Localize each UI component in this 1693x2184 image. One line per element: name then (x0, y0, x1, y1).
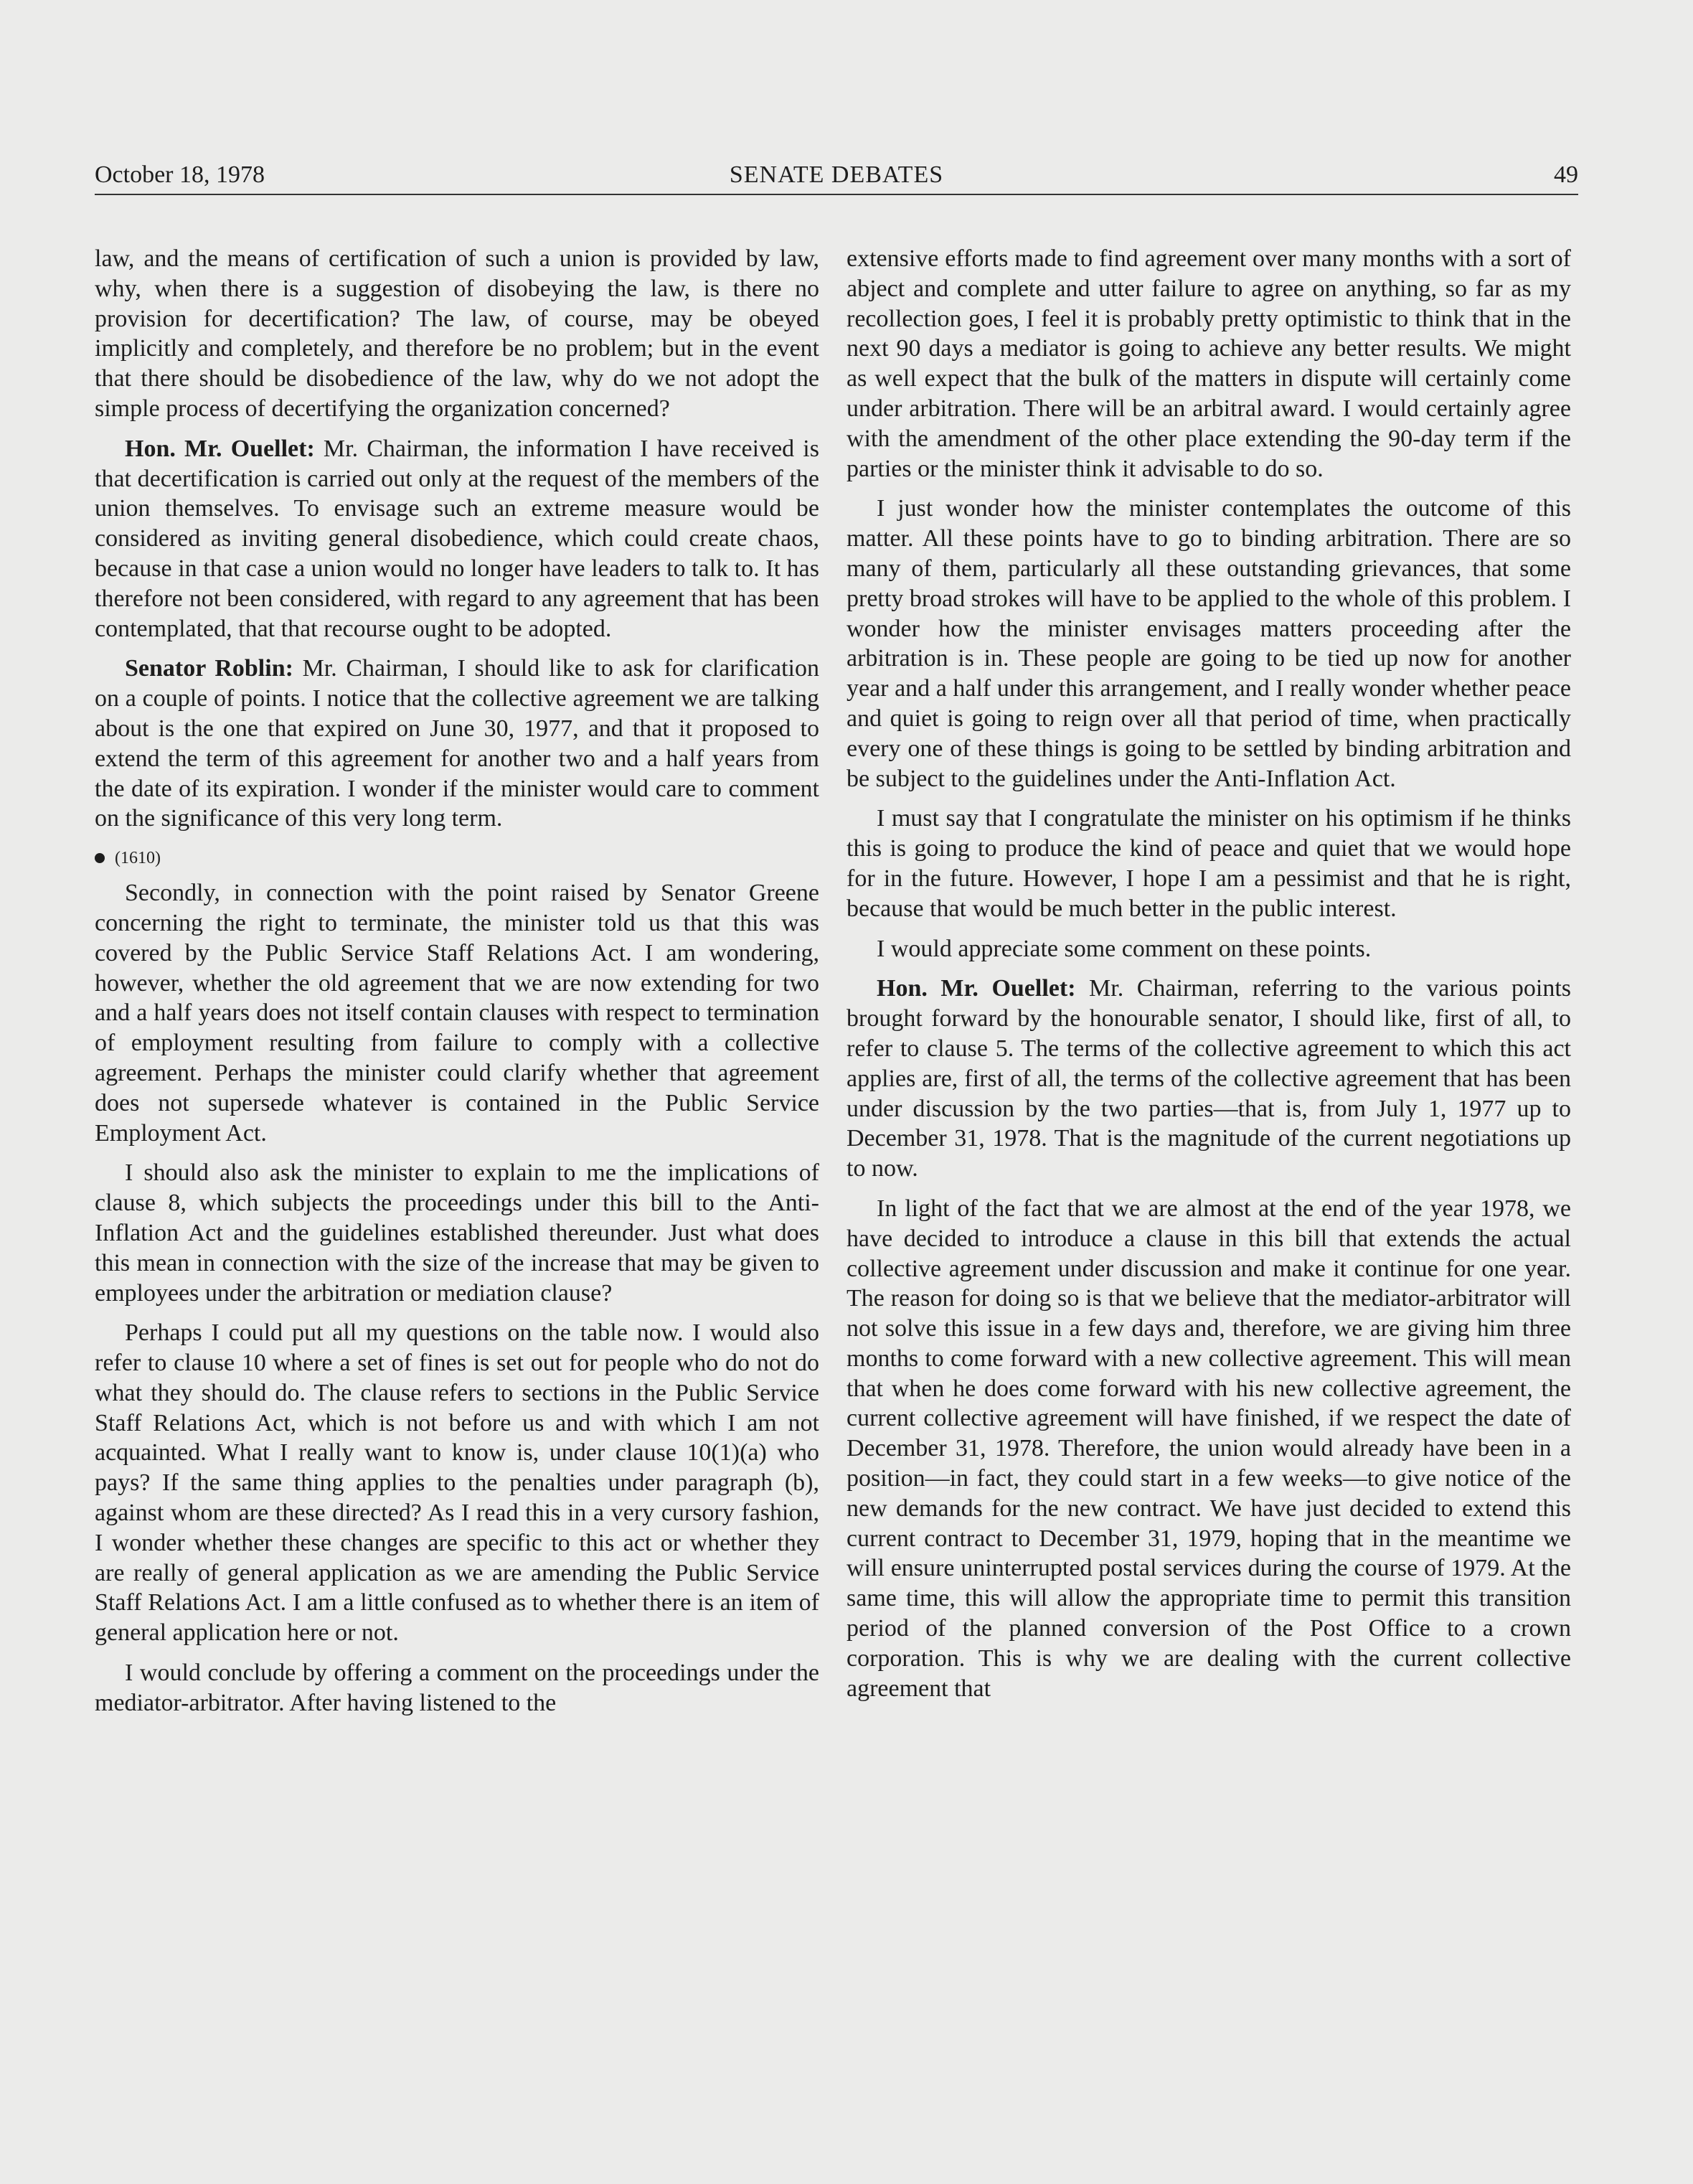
speech-text: Mr. Chairman, I should like to ask for clarification on a couple of points. I notice that the collective agreement we are talking about is the one that expired on June 30, 1977, and that it proposed to extend the term of this agreement for another two and a half years from the date of its expiration. I wonder if the minister would care to comment on the significance of this very long term. (95, 655, 820, 832)
speaker-name: Hon. Mr. Ouellet: (125, 435, 315, 462)
left-column (95, 244, 819, 1966)
bullet-icon (95, 853, 105, 863)
page-number: 49 (1554, 161, 1578, 188)
page-header (95, 159, 1578, 195)
paragraph: law, and the means of certification of such a union is provided by law, why, when there is a suggestion of disobeying the law, is there no provision for decertification? The law, of course, may be obeyed implicitly and completely, and therefore be no problem; but in the event that there should be disobedience of the law, why do we not adopt the simple process of decertifying the organization concerned? (95, 245, 819, 422)
paragraph (846, 974, 1571, 1184)
header-date: October 18, 1978 (95, 161, 265, 188)
time-marker-label: (1610) (115, 849, 161, 868)
time-marker (95, 844, 819, 872)
paragraph: I would appreciate some comment on these points. (877, 935, 1372, 962)
header-rule (95, 194, 1578, 195)
paragraph: I just wonder how the minister contemplates the outcome of this matter. All these points have to go to binding arbitration. There are so many of them, particularly all these outstanding grievances, that some pretty broad strokes will have to be applied to the whole of this problem. I wonder how the minister envisages matters proceeding after the arbitration is in. These people are going to be tied up now for another year and a half under this arrangement, and I really wonder whether peace and quiet is going to reign over all that period of time, when practically every one of these things is going to be settled by binding arbitration and be subject to the guidelines under the Anti-Inflation Act. (846, 495, 1571, 792)
paragraph (95, 434, 819, 644)
speech-text: Mr. Chairman, the information I have received is that decertification is carried out only at the request of the members of the union themselves. To envisage such an extreme measure would be considered as inviting general disobedience, which could create chaos, because in that case a union would no longer have leaders to talk to. It has therefore not been considered, with regard to any agreement that has been contemplated, that that recourse ought to be adopted. (95, 435, 819, 642)
speaker-name: Senator Roblin: (125, 655, 293, 682)
header-title: SENATE DEBATES (729, 161, 944, 188)
paragraph: Secondly, in connection with the point raised by Senator Greene concerning the right to terminate, the minister told us that this was covered by the Public Service Staff Relations Act. I am wondering, however, whether the old agreement that we are now extending for two and a half years does not itself contain clauses with respect to termination of employment resulting from failure to comply with a collective agreement. Perhaps the minister could clarify whether that agreement does not supersede whatever is contained in the Public Service Employment Act. (95, 880, 819, 1147)
paragraph: In light of the fact that we are almost at the end of the year 1978, we have decided to introduce a clause in this bill that extends the actual collective agreement under discussion and make it continue for one year. The reason for doing so is that we believe that the mediator-arbitrator will not solve this issue in a few days and, therefore, we are giving him three months to come forward with a new collective agreement. This will mean that when he does come forward with his new collective agreement, the current collective agreement will have finished, if we respect the date of December 31, 1978. Therefore, the union would already have been in a position—in fact, they could start in a few weeks—to give notice of the new demands for the new contract. We have just decided to extend this current contract to December 31, 1979, hoping that in the meantime we will ensure uninterrupted postal services during the course of 1979. At the same time, this will allow the appropriate time to permit this transition period of the planned conversion of the Post Office to a crown corporation. This is why we are dealing with the current collective agreement that (846, 1195, 1571, 1702)
paragraph: I should also ask the minister to explain to me the implications of clause 8, which subjects the proceedings under this bill to the Anti-Inflation Act and the guidelines established thereunder. Just what does this mean in connection with the size of the increase that may be given to employees under the arbitration or mediation clause? (95, 1159, 819, 1307)
speech-text: Mr. Chairman, referring to the various points brought forward by the honourable senator, I should like, first of all, to refer to clause 5. The terms of the collective agreement to which this act applies are, first of all, the terms of the collective agreement that has been under discussion by the two parties—that is, from July 1, 1977 up to December 31, 1978. That is the magnitude of the current negotiations up to now. (846, 975, 1571, 1182)
paragraph: extensive efforts made to find agreement over many months with a sort of abject and complete and utter failure to agree on anything, so far as my recollection goes, I feel it is probably pretty optimistic to think that in the next 90 days a mediator is going to achieve any better results. We might as well expect that the bulk of the matters in dispute will certainly come under arbitration. There will be an arbitral award. I would certainly agree with the amendment of the other place extending the 90-day term if the parties or the minister think it advisable to do so. (846, 245, 1571, 482)
speaker-name: Hon. Mr. Ouellet: (877, 975, 1076, 1002)
paragraph: I must say that I congratulate the minister on his optimism if he thinks this is going to produce the kind of peace and quiet that we would hope for in the future. However, I hope I am a pessimist and that he is right, because that would be much better in the public interest. (846, 805, 1571, 922)
paragraph: I would conclude by offering a comment on the proceedings under the mediator-arbitrator. After having listened to the (95, 1660, 819, 1716)
paragraph (95, 654, 819, 834)
paragraph: Perhaps I could put all my questions on the table now. I would also refer to clause 10 where a set of fines is set out for people who do not do what they should do. The clause refers to sections in the Public Service Staff Relations Act, which is not before us and with which I am not acquainted. What I really want to know is, under clause 10(1)(a) who pays? If the same thing applies to the penalties under paragraph (b), against whom are these directed? As I read this in a very cursory fashion, I wonder whether these changes are specific to this act or whether they are really of general application as we are amending the Public Service Staff Relations Act. I am a little confused as to whether there is an item of general application here or not. (95, 1319, 819, 1647)
right-column (846, 244, 1571, 1966)
